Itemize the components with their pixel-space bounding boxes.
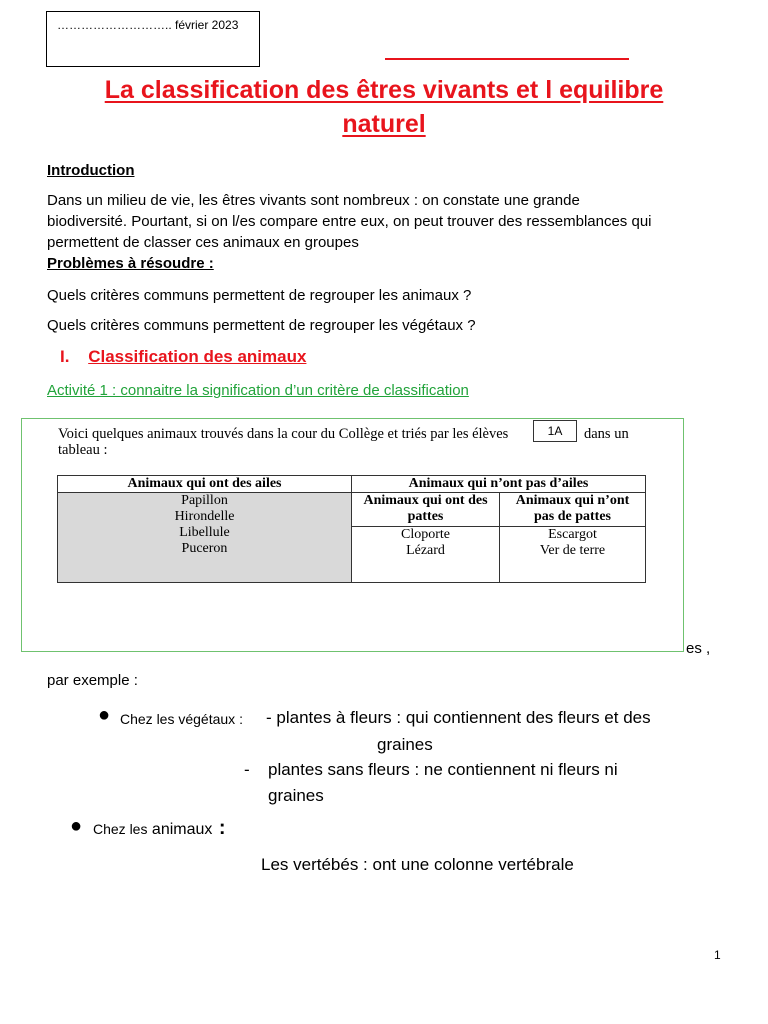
vegetaux-dash: - — [244, 760, 250, 779]
animal-name: Hirondelle — [174, 509, 235, 524]
vegetaux-item-1: - plantes à fleurs : qui contiennent des fleurs et des — [266, 708, 651, 727]
animal-name: Ver de terre — [539, 543, 606, 558]
question-1: Quels critères communs permettent de regrouper les animaux ? — [47, 287, 472, 304]
section-heading — [60, 347, 306, 367]
vertebres-line: Les vertébés : ont une colonne vertébrale — [261, 855, 574, 874]
vegetaux-item-2-cont: graines — [268, 786, 324, 805]
header-no-legs: Animaux qui n’ont pas de pattes — [500, 493, 646, 527]
animal-name: Lézard — [406, 543, 445, 558]
page-title — [0, 73, 768, 141]
scan-intro-line-1: Voici quelques animaux trouvés dans la cour du Collège et triés par les élèves — [58, 426, 509, 442]
question-2: Quels critères communs permettent de regrouper les végétaux ? — [47, 317, 476, 334]
vegetaux-item-1-cont: graines — [377, 735, 433, 754]
animal-name: Papillon — [181, 493, 228, 508]
animal-name: Escargot — [548, 527, 597, 542]
title-line-2: naturel — [342, 110, 426, 138]
intro-heading: Introduction — [47, 162, 135, 179]
header-no-wings: Animaux qui n’ont pas d’ailes — [352, 476, 646, 493]
animal-name: Libellule — [179, 525, 230, 540]
animal-name: Puceron — [181, 541, 228, 556]
no-legs-cell — [500, 527, 646, 583]
intro-line: biodiversité. Pourtant, si on l/es compare entre eux, on peut trouver des ressemblances qui — [47, 213, 652, 230]
intro-paragraph — [47, 190, 652, 253]
animals-table — [57, 475, 646, 583]
header-legs: Animaux qui ont des pattes — [352, 493, 500, 527]
animaux-label — [93, 817, 226, 840]
section-number: I. — [60, 347, 70, 366]
animaux-colon: : — [218, 817, 226, 839]
date-box — [46, 11, 260, 67]
partial-line-end: es , — [686, 640, 711, 657]
intro-line: Dans un milieu de vie, les êtres vivants sont nombreux : on constate une grande — [47, 192, 580, 209]
vegetaux-item-2: plantes sans fleurs : ne contiennent ni fleurs ni — [268, 760, 618, 779]
problems-heading: Problèmes à résoudre : — [47, 255, 214, 272]
date-text: ……………………….. février 2023 — [57, 18, 239, 32]
scan-intro-line-2: tableau : — [58, 442, 108, 458]
bullet-icon: ● — [98, 704, 111, 726]
page-number: 1 — [714, 948, 721, 962]
legs-cell — [352, 527, 500, 583]
title-decoration-line — [385, 58, 629, 60]
scan-intro-end: dans un — [584, 426, 629, 442]
class-badge: 1A — [533, 420, 577, 442]
bullet-icon: ● — [70, 815, 83, 837]
animaux-label-prefix: Chez les — [93, 821, 148, 837]
example-intro: par exemple : — [47, 672, 138, 689]
activity-1-title: Activité 1 : connaitre la signification d’un critère de classification — [47, 382, 469, 399]
title-line-1: La classification des êtres vivants et l equilibre — [104, 76, 664, 104]
intro-line: permettent de classer ces animaux en groupes — [47, 234, 359, 251]
animal-name: Cloporte — [401, 527, 450, 542]
wings-cell — [58, 493, 352, 583]
header-wings: Animaux qui ont des ailes — [58, 476, 352, 493]
section-title: Classification des animaux — [88, 347, 307, 366]
vegetaux-label: Chez les végétaux : — [120, 711, 243, 727]
animaux-label-word: animaux — [151, 821, 213, 838]
